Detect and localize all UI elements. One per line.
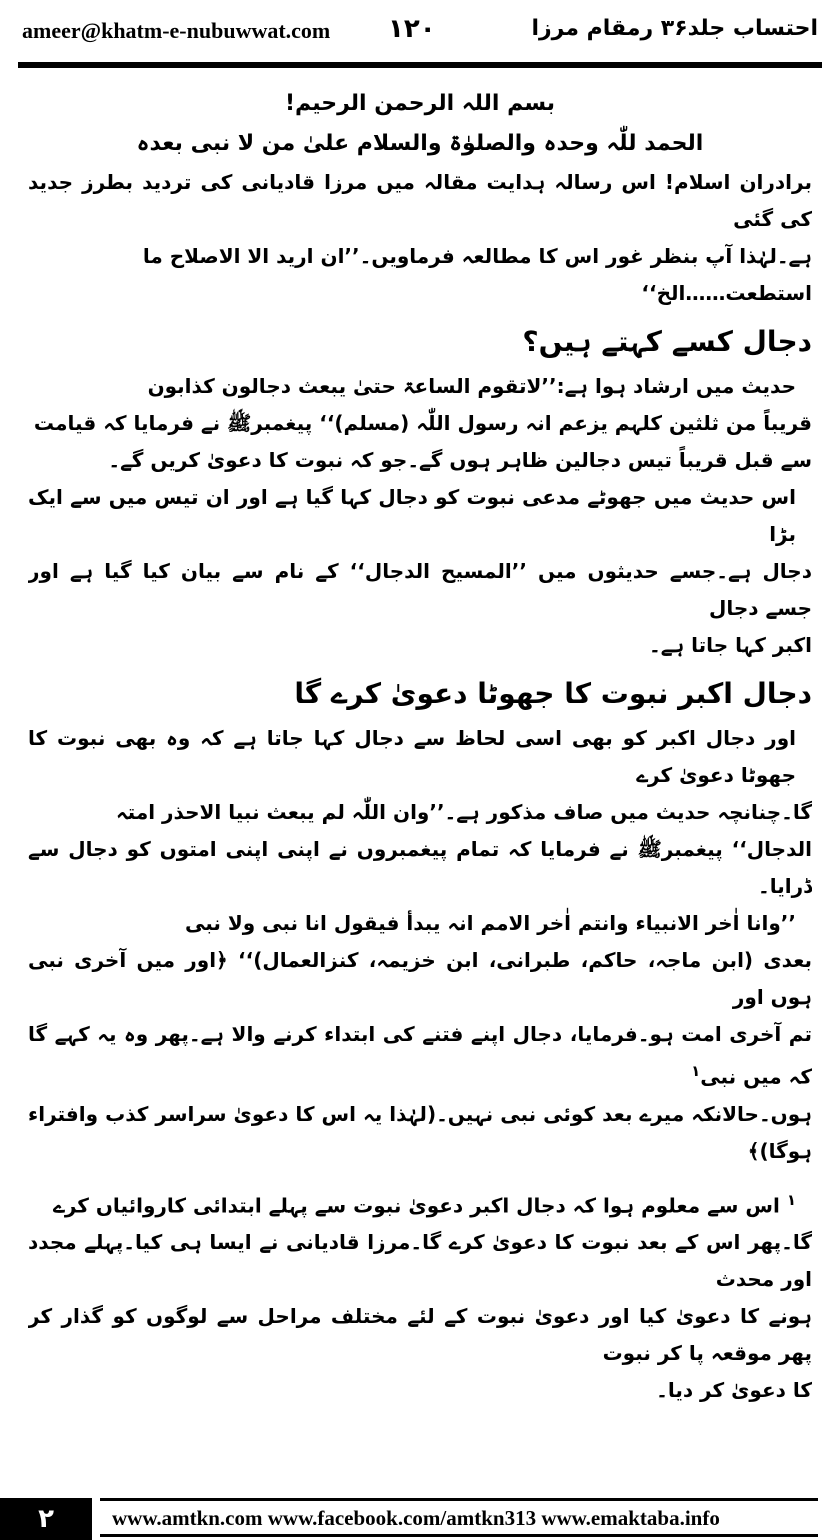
footnote-text: اس سے معلوم ہوا کہ دجال اکبر دعویٰ نبوت سے پہلے ابتدائی کاروائیاں کرے <box>53 1193 780 1218</box>
paragraph-line: اس حدیث میں جھوٹے مدعی نبوت کو دجال کہا گیا ہے اور ان تیس میں سے ایک بڑا <box>28 485 796 546</box>
paragraph-line <box>28 1016 812 1096</box>
intro-line: ہے۔لہٰذا آپ بنظر غور اس کا مطالعہ فرماویں۔’’ان ارید الا الاصلاح ما <box>142 244 812 268</box>
footnote-line: گا۔پھر اس کے بعد نبوت کا دعویٰ کرے گا۔مرزا قادیانی نے ایسا ہی کیا۔پہلے مجدد اور محدث <box>28 1230 812 1292</box>
paragraph-line: قریباً من ثلثین کلہم یزعم انہ رسول اللّٰہ (مسلم)‘‘ پیغمبرﷺ نے فرمایا کہ قیامت <box>33 411 812 435</box>
paragraph-line: بعدی (ابن ماجہ، حاکم، طبرانی، ابن خزیمہ، کنزالعمال)‘‘ ﴿اور میں آخری نبی ہوں اور <box>28 948 812 1009</box>
paragraph-line: اکبر کہا جاتا ہے۔ <box>649 633 812 657</box>
page-body <box>28 84 812 1476</box>
paragraph-line: اور دجال اکبر کو بھی اسی لحاظ سے دجال کہا جاتا ہے کہ وہ بھی نبوت کا جھوٹا دعویٰ کرے <box>28 726 796 787</box>
header-email: ameer@khatm-e-nubuwwat.com <box>22 18 331 43</box>
page-footer <box>0 1498 840 1540</box>
bismillah: بسم اللہ الرحمن الرحیم! <box>284 91 556 116</box>
paragraph-line: سے قبل قریباً تیس دجالین ظاہر ہوں گے۔جو کہ نبوت کا دعویٰ کریں گے۔ <box>108 448 812 472</box>
section-heading: دجال کسے کہتے ہیں؟ <box>522 325 812 358</box>
footnote-marker: ۱ <box>786 1190 796 1209</box>
paragraph-line: حدیث میں ارشاد ہوا ہے:’’لاتقوم الساعۃ حتیٰ یبعث دجالون کذابون <box>147 374 796 398</box>
footnote-line: کا دعویٰ کر دیا۔ <box>656 1378 812 1403</box>
footer-top-rule <box>100 1498 818 1501</box>
intro-line: برادران اسلام! اس رسالہ ہدایت مقالہ میں مرزا قادیانی کی تردید بطرز جدید کی گئی <box>28 170 812 231</box>
paragraph-line: الدجال‘‘ پیغمبرﷺ نے فرمایا کہ تمام پیغمبروں نے اپنی اپنی امتوں کو دجال سے ڈرایا۔ <box>28 837 812 898</box>
footnote-reference: ۱ <box>691 1062 701 1080</box>
paragraph-line: دجال ہے۔جسے حدیثوں میں ’’المسیح الدجال‘‘ کے نام سے بیان کیا گیا ہے اور جسے دجال <box>28 559 812 620</box>
header-page-number: ١٢٠ <box>388 14 436 44</box>
section-heading: دجال اکبر نبوت کا جھوٹا دعویٰ کرے گا <box>294 677 812 710</box>
paragraph-line: ’’وانا اٰخر الانبیاء وانتم اٰخر الامم انہ یبدأ فیقول انا نبی ولا نبی <box>185 911 796 935</box>
header-book-title: احتساب جلد۳۶ رمقام مرزا <box>531 16 818 41</box>
paragraph-text: تم آخری امت ہو۔فرمایا، دجال اپنے فتنے کی ابتداء کرنے والا ہے۔پھر وہ یہ کہے گا کہ میں نبی <box>28 1022 812 1089</box>
footer-urls: www.amtkn.com www.facebook.com/amtkn313 www.emaktaba.info <box>112 1506 720 1530</box>
page-header <box>18 14 822 54</box>
footnote-gap <box>28 1170 812 1182</box>
hamd-line: الحمد للّٰہ وحدہ والصلوٰۃ والسلام علیٰ من لا نبی بعدہ <box>136 131 704 156</box>
paragraph-line: ہوں۔حالانکہ میرے بعد کوئی نبی نہیں۔(لہٰذا یہ اس کا دعویٰ سراسر کذب وافتراء ہوگا)﴾ <box>28 1101 812 1163</box>
footer-page-box: ۲ <box>0 1498 92 1540</box>
footer-bottom-rule <box>100 1534 818 1537</box>
footnote-line <box>28 1182 812 1225</box>
footnote-line: ہونے کا دعویٰ کیا اور دعویٰ نبوت کے لئے مختلف مراحل سے لوگوں کو گذار کر پھر موقعہ پا کر نبوت <box>28 1304 812 1366</box>
paragraph-line: گا۔چنانچہ حدیث میں صاف مذکور ہے۔’’وان اللّٰہ لم یبعث نبیا الاحذر امتہ <box>115 800 812 824</box>
header-rule <box>18 62 822 68</box>
intro-line: استطعت……الخ‘‘ <box>641 281 812 305</box>
